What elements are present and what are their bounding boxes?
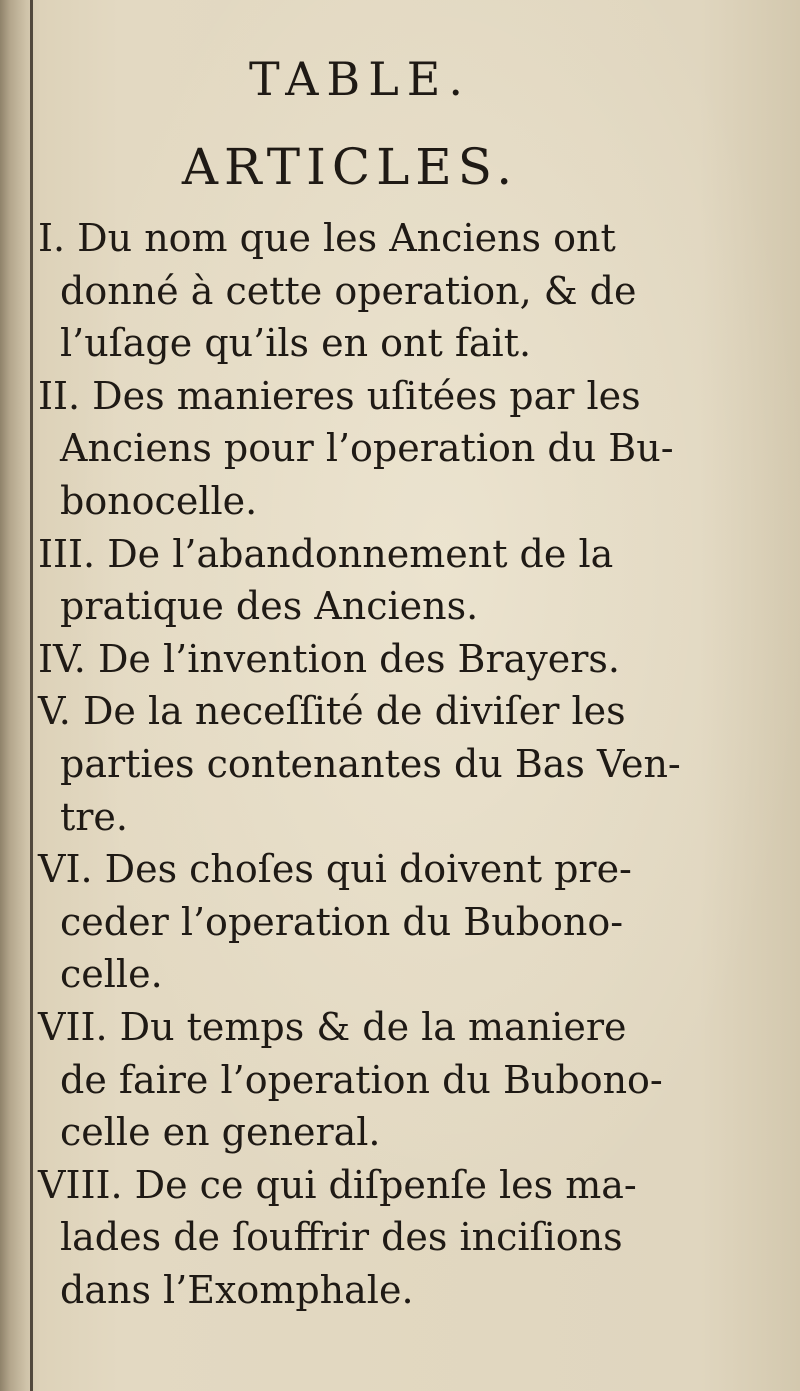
page-gutter [0,0,34,1391]
article-5 [38,685,688,843]
article-8 [38,1159,688,1317]
article-line: IV. De l’invention des Brayers. [38,636,620,681]
article-line: pratique des Anciens. [60,584,479,629]
article-line: III. De l’abandonnement de la [38,531,614,576]
article-line: celle. [60,952,163,997]
article-2 [38,370,688,528]
article-line: l’uſage qu’ils en ont fait. [60,321,532,366]
article-line: de faire l’operation du Bubono- [60,1057,663,1102]
article-4 [38,633,688,686]
article-line: VII. Du temps & de la maniere [38,1004,627,1049]
article-line: V. De la neceſſité de diviſer les [38,689,626,734]
article-line: Anciens pour l’operation du Bu- [60,426,674,471]
article-line: tre. [60,794,129,839]
article-line: donné à cette operation, & de [60,268,637,313]
article-line: bonocelle. [60,478,258,523]
section-title: ARTICLES. [181,138,519,196]
article-7 [38,1001,688,1159]
article-3 [38,528,688,633]
article-list [38,212,688,1316]
gutter-edge-line [30,0,33,1391]
article-line: dans l’Exomphale. [60,1267,414,1312]
running-head: TABLE. [249,52,471,106]
article-line: ceder l’operation du Bubono- [60,899,624,944]
article-6 [38,843,688,1001]
article-line: celle en general. [60,1110,381,1155]
article-line: parties contenantes du Bas Ven- [60,741,681,786]
article-1 [38,212,688,370]
article-line: VIII. De ce qui diſpenſe les ma- [38,1162,637,1207]
article-line: II. Des manieres uſitées par les [38,373,641,418]
article-line: lades de ſouffrir des inciſions [60,1215,623,1260]
article-line: VI. Des choſes qui doivent pre- [38,847,632,892]
article-line: I. Du nom que les Anciens ont [38,216,616,260]
